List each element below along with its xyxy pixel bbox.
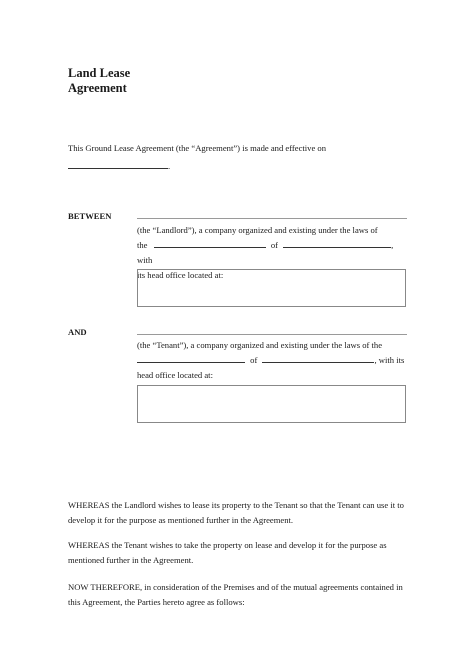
intro-paragraph bbox=[68, 143, 326, 172]
whereas-paragraph-1: WHEREAS the Landlord wishes to lease its property to the Tenant so that the Tenant can use it to develop it for the purpose as mentioned further in the Agreement. bbox=[68, 500, 404, 525]
title-line-2: Agreement bbox=[68, 81, 127, 95]
landlord-line-2 bbox=[137, 238, 409, 268]
landlord-line-3: its head office located at: bbox=[137, 270, 224, 280]
and-label: AND bbox=[68, 327, 87, 337]
tenant-state-field[interactable] bbox=[137, 354, 245, 363]
landlord-the-word: the bbox=[137, 240, 148, 250]
landlord-address-field[interactable] bbox=[137, 269, 406, 307]
whereas-paragraph-2: WHEREAS the Tenant wishes to take the property on lease and develop it for the purpose as mentioned further in the Agreement. bbox=[68, 540, 387, 565]
between-label: BETWEEN bbox=[68, 211, 112, 221]
landlord-of-word: of bbox=[270, 240, 278, 250]
landlord-name-field[interactable] bbox=[137, 218, 407, 219]
title-line-1: Land Lease bbox=[68, 66, 131, 80]
intro-end: . bbox=[168, 161, 171, 171]
tenant-description bbox=[137, 338, 409, 383]
landlord-state-field[interactable] bbox=[154, 239, 266, 248]
tenant-address-field[interactable] bbox=[137, 385, 406, 423]
tenant-with-word: , with its bbox=[374, 355, 405, 365]
intro-text: This Ground Lease Agreement (the “Agreement”) is made and effective on bbox=[68, 143, 327, 153]
tenant-of-word: of bbox=[250, 355, 258, 365]
tenant-country-field[interactable] bbox=[262, 354, 374, 363]
now-therefore-paragraph: NOW THEREFORE, in consideration of the Premises and of the mutual agreements contained in this Agreement, the Parties hereto agree as follows: bbox=[68, 582, 403, 607]
landlord-line-1: (the “Landlord”), a company organized and existing under the laws of bbox=[137, 225, 378, 235]
effective-date-field[interactable] bbox=[68, 160, 171, 171]
tenant-line-1: (the “Tenant”), a company organized and existing under the laws of the bbox=[137, 340, 383, 350]
tenant-line-3: head office located at: bbox=[137, 370, 213, 380]
tenant-name-field[interactable] bbox=[137, 334, 407, 335]
tenant-line-2 bbox=[137, 353, 409, 368]
landlord-country-field[interactable] bbox=[283, 239, 391, 248]
landlord-with-word: , with bbox=[137, 240, 394, 265]
document-title bbox=[68, 66, 130, 96]
